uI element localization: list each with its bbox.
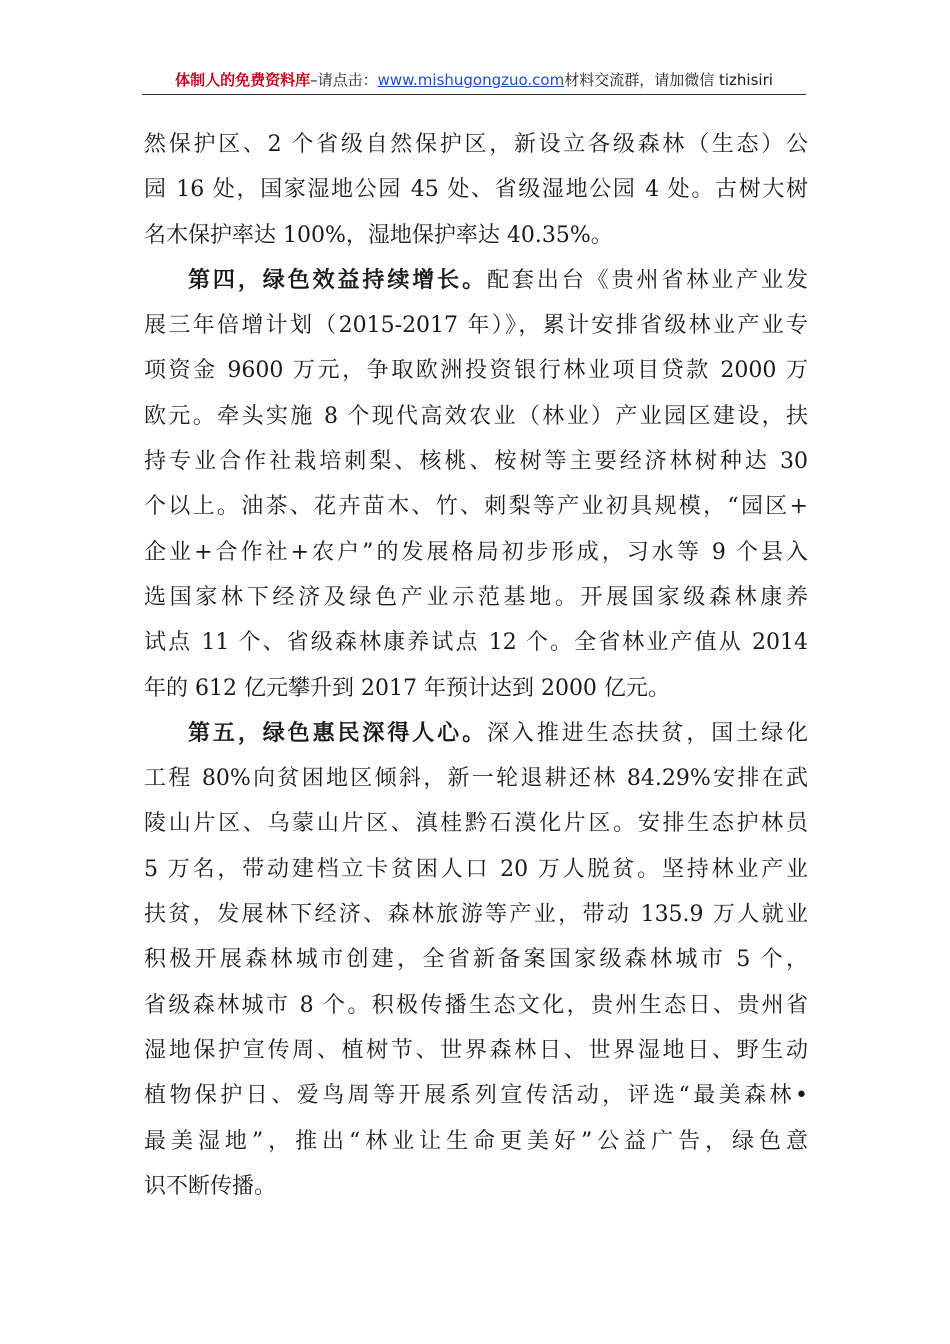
paragraph-green-benefits (144, 258, 808, 711)
text-line: 最美湿地”，推出“林业让生命更美好”公益广告，绿色意 (144, 1128, 808, 1154)
text-line: 湿地保护宣传周、植树节、世界森林日、世界湿地日、野生动 (144, 1037, 808, 1063)
paragraph-protected-areas (144, 122, 808, 258)
text-line: 扶贫，发展林下经济、森林旅游等产业，带动 135.9 万人就业 (144, 902, 808, 928)
text-line: 企业+合作社+农户”的发展格局初步形成，习水等 9 个县入 (144, 539, 808, 565)
text-line: 园 16 处，国家湿地公园 45 处、省级湿地公园 4 处。古树大树 (144, 177, 808, 203)
header-brand: 体制人的免费资料库 (175, 71, 311, 89)
text-line: 名木保护率达 100%，湿地保护率达 40.35%。 (144, 222, 613, 248)
text-line: 然保护区、2 个省级自然保护区，新设立各级森林（生态）公 (144, 132, 808, 157)
text-line: 省级森林城市 8 个。积极传播生态文化，贵州生态日、贵州省 (144, 992, 808, 1018)
text-line: 工程 80%向贫困地区倾斜，新一轮退耕还林 84.29%安排在武 (144, 766, 808, 792)
header-suffix: 材料交流群，请加微信 tizhisiri (564, 71, 773, 89)
paragraph-first-line-text: 深入推进生态扶贫，国土绿化 (487, 720, 808, 746)
paragraph-green-people (144, 711, 808, 1209)
text-line: 展三年倍增计划（2015-2017 年）》，累计安排省级林业产业专 (144, 313, 808, 339)
text-line: 项资金 9600 万元，争取欧洲投资银行林业项目贷款 2000 万 (144, 358, 808, 384)
text-line: 年的 612 亿元攀升到 2017 年预计达到 2000 亿元。 (144, 675, 670, 701)
text-line: 积极开展森林城市创建，全省新备案国家级森林城市 5 个， (144, 947, 808, 973)
text-line: 欧元。牵头实施 8 个现代高效农业（林业）产业园区建设，扶 (144, 403, 808, 429)
text-line (144, 258, 808, 303)
text-line: 5 万名，带动建档立卡贫困人口 20 万人脱贫。坚持林业产业 (144, 856, 808, 882)
document-body (144, 122, 808, 1209)
text-line: 陵山片区、乌蒙山片区、滇桂黔石漠化片区。安排生态护林员 (144, 811, 808, 837)
paragraph-heading: 第五，绿色惠民深得人心。 (188, 719, 487, 746)
header-prompt: –请点击： (310, 71, 378, 89)
page-header (142, 68, 806, 95)
paragraph-heading: 第四，绿色效益持续增长。 (188, 266, 487, 293)
text-line: 试点 11 个、省级森林康养试点 12 个。全省林业产值从 2014 (144, 630, 808, 656)
text-line: 持专业合作社栽培刺梨、核桃、桉树等主要经济林树种达 30 (144, 449, 808, 475)
paragraph-first-line-text: 配套出台《贵州省林业产业发 (487, 267, 808, 293)
text-line: 选国家林下经济及绿色产业示范基地。开展国家级森林康养 (144, 584, 808, 610)
header-url-link[interactable]: www.mishugongzuo.com (377, 71, 565, 89)
text-line: 植物保护日、爱鸟周等开展系列宣传活动，评选“最美森林• (144, 1083, 808, 1109)
text-line (144, 711, 808, 756)
text-line: 个以上。油茶、花卉苗木、竹、刺梨等产业初具规模，“园区+ (144, 494, 808, 520)
text-line: 识不断传播。 (144, 1173, 277, 1199)
